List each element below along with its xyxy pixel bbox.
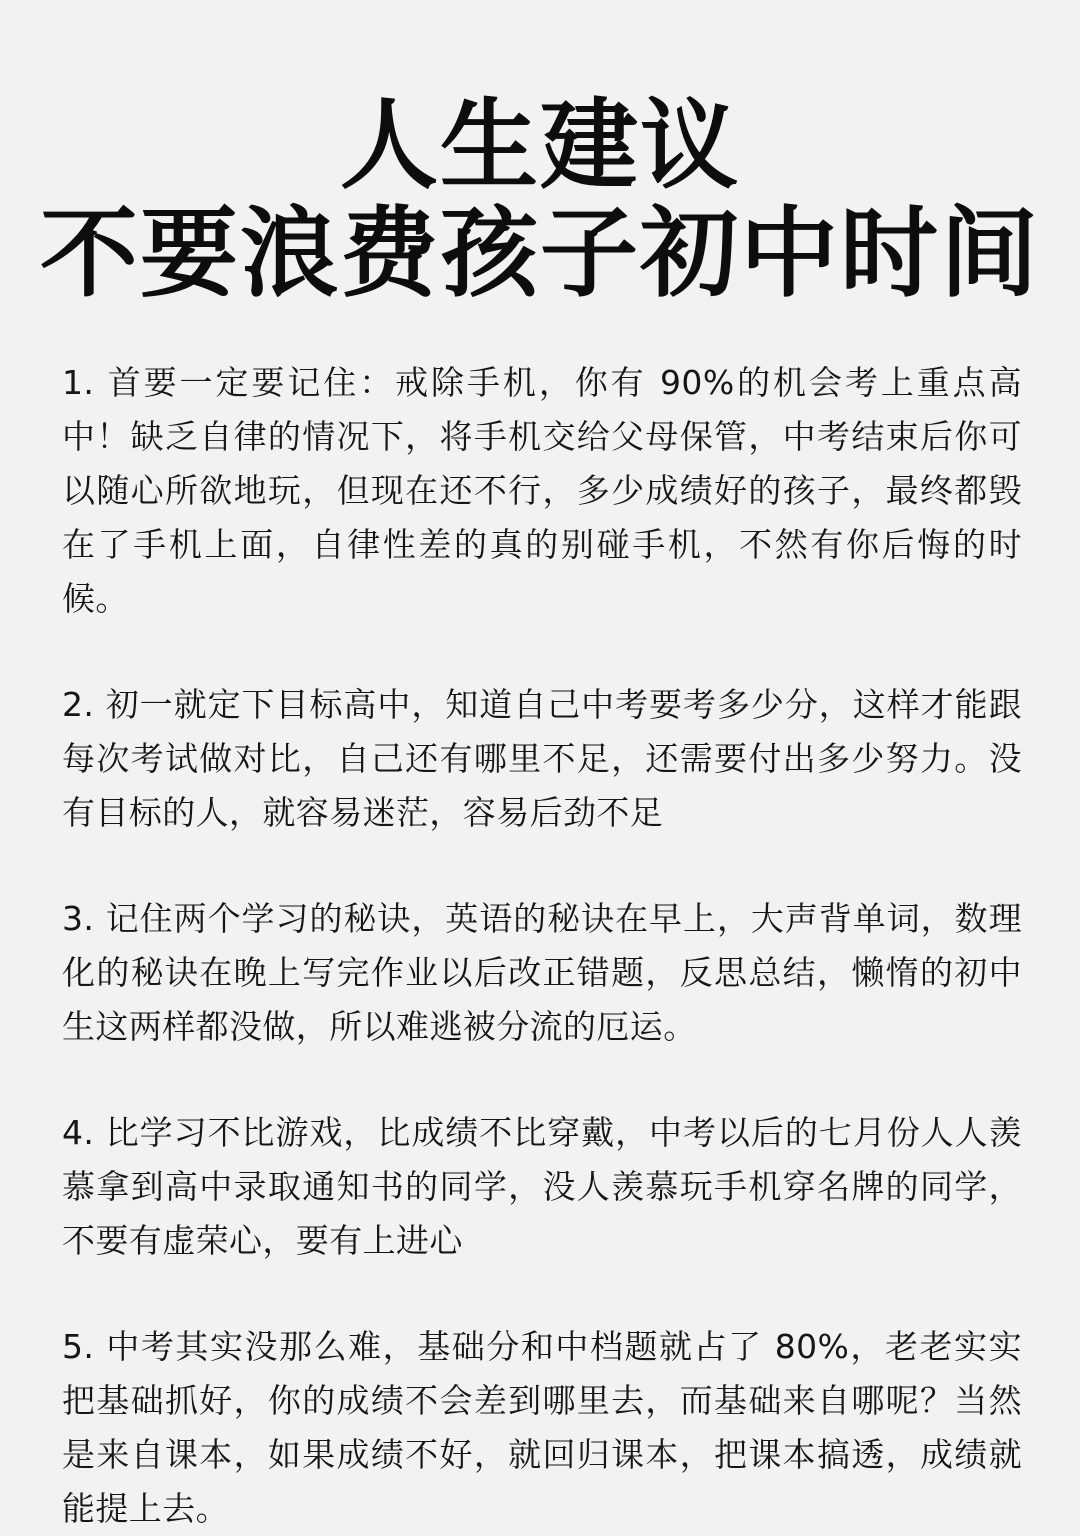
advice-item-1: 1. 首要一定要记住：戒除手机，你有 90%的机会考上重点高中！缺乏自律的情况下，将手机交给父母保管，中考结束后你可以随心所欲地玩，但现在还不行，多少成绩好的孩子，最终都毁在了手机上面，自律性差的真的别碰手机，不然有你后悔的时候。 — [62, 363, 1022, 618]
advice-item-3: 3. 记住两个学习的秘诀，英语的秘诀在早上，大声背单词，数理化的秘诀在晚上写完作业以后改正错题，反思总结，懒惰的初中生这两样都没做，所以难逃被分流的厄运。 — [62, 899, 1022, 1046]
title-line-1: 人生建议 — [339, 89, 740, 203]
advice-item-4: 4. 比学习不比游戏，比成绩不比穿戴，中考以后的七月份人人羡慕拿到高中录取通知书的同学，没人羡慕玩手机穿名牌的同学，不要有虚荣心，要有上进心 — [62, 1113, 1022, 1260]
advice-list — [62, 356, 1022, 1536]
page-title — [0, 89, 1080, 311]
advice-item-2: 2. 初一就定下目标高中，知道自己中考要考多少分，这样才能跟每次考试做对比，自己还有哪里不足，还需要付出多少努力。没有目标的人，就容易迷茫，容易后劲不足 — [62, 685, 1022, 832]
advice-item-5: 5. 中考其实没那么难，基础分和中档题就占了 80%，老老实实把基础抓好，你的成绩不会差到哪里去，而基础来自哪呢？当然是来自课本，如果成绩不好，就回归课本，把课本搞透，成绩就能提上去。 — [62, 1327, 1022, 1528]
title-line-2: 不要浪费孩子初中时间 — [39, 197, 1040, 311]
